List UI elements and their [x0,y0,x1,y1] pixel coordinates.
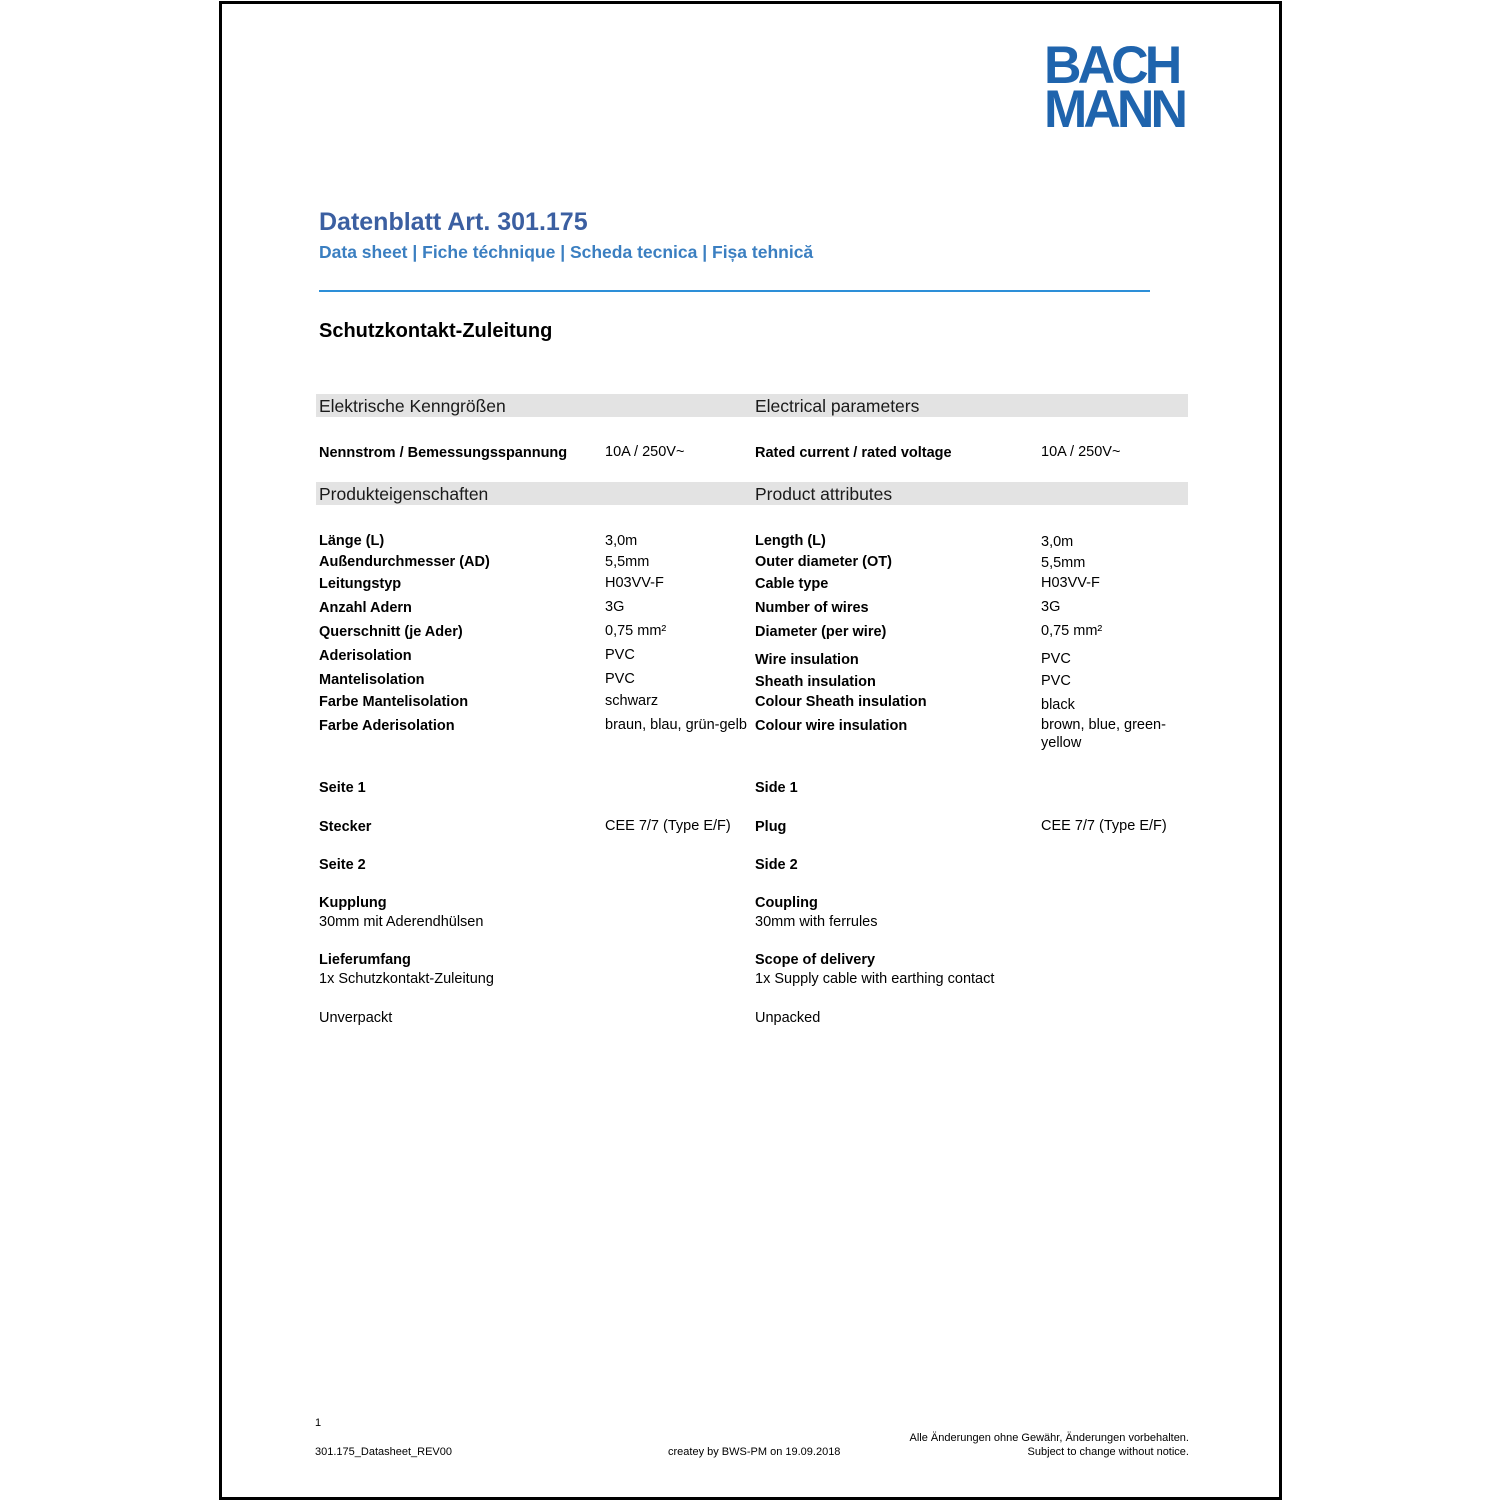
attribute-label-en: Colour wire insulation [755,718,908,734]
attribute-label-de: Außendurchmesser (AD) [319,554,490,570]
plug-value-en: CEE 7/7 (Type E/F) [1041,818,1167,834]
packing-en: Unpacked [755,1010,821,1026]
delivery-value-en: 1x Supply cable with earthing contact [755,971,995,987]
attribute-label-de: Anzahl Adern [319,600,412,616]
attribute-label-en: Number of wires [755,600,869,616]
section-band-electrical [316,394,1188,417]
attribute-label-en: Wire insulation [755,652,859,668]
page-number: 1 [315,1417,322,1429]
rated-label-de: Nennstrom / Bemessungsspannung [319,445,568,461]
attribute-label-en: Colour Sheath insulation [755,694,927,710]
attribute-label-en: Diameter (per wire) [755,624,887,640]
logo-line-1: BACH [1044,36,1179,95]
product-name: Schutzkontakt-Zuleitung [319,320,553,342]
attribute-label-de: Leitungstyp [319,576,402,592]
section-heading-en: Product attributes [755,484,893,504]
attribute-label-de: Aderisolation [319,648,412,664]
rated-value-en: 10A / 250V~ [1041,444,1121,460]
attribute-label-de: Querschnitt (je Ader) [319,624,463,640]
attribute-value-en: black [1041,697,1075,713]
attribute-value-de: PVC [605,647,635,663]
logo-line-2: MANN [1044,80,1185,139]
attribute-label-de: Mantelisolation [319,672,425,688]
attribute-label-en: Outer diameter (OT) [755,554,892,570]
delivery-label-de: Lieferumfang [319,952,411,968]
side1-heading-de: Seite 1 [319,780,366,796]
attribute-value-en: PVC [1041,673,1071,689]
coupling-value-de: 30mm mit Aderendhülsen [319,914,484,930]
attribute-value-en: 5,5mm [1041,555,1086,571]
attribute-value-en: H03VV-F [1041,575,1100,591]
side2-heading-en: Side 2 [755,857,798,873]
attribute-label-de: Länge (L) [319,533,385,549]
plug-value-de: CEE 7/7 (Type E/F) [605,818,731,834]
document-subtitle: Data sheet | Fiche téchnique | Scheda tecnica | Fișa tehnică [319,242,814,262]
section-heading-en: Electrical parameters [755,396,920,416]
attribute-value-en: brown, blue, green- [1041,717,1166,733]
plug-label-en: Plug [755,819,787,835]
attribute-value-en: PVC [1041,651,1071,667]
section-band-attributes [316,482,1188,505]
delivery-value-de: 1x Schutzkontakt-Zuleitung [319,971,494,987]
packing-de: Unverpackt [319,1010,393,1026]
side1-heading-en: Side 1 [755,780,798,796]
disclaimer-de: Alle Änderungen ohne Gewähr, Änderungen vorbehalten. [909,1432,1189,1444]
created-info: createy by BWS-PM on 19.09.2018 [668,1446,841,1458]
attribute-value-en: 3,0m [1041,534,1074,550]
attribute-value-en: 3G [1041,599,1061,615]
attribute-label-de: Farbe Mantelisolation [319,694,469,710]
attribute-value-de: 5,5mm [605,554,650,570]
attribute-label-en: Sheath insulation [755,674,876,690]
attribute-value-de: 3,0m [605,533,638,549]
rated-label-en: Rated current / rated voltage [755,445,952,461]
attribute-value-de: PVC [605,671,635,687]
section-heading-de: Produkteigenschaften [319,484,489,504]
attribute-label-en: Cable type [755,576,829,592]
attribute-value-de: braun, blau, grün-gelb [605,717,747,733]
section-heading-de: Elektrische Kenngrößen [319,396,506,416]
side2-heading-de: Seite 2 [319,857,366,873]
attribute-value-de: 0,75 mm² [605,623,667,639]
coupling-label-en: Coupling [755,895,818,911]
disclaimer-en: Subject to change without notice. [1027,1446,1189,1458]
plug-label-de: Stecker [319,819,372,835]
bachmann-logo [1044,36,1192,139]
datasheet-page [219,1,1282,1500]
attribute-value-en-continued: yellow [1041,735,1082,751]
attribute-label-de: Farbe Aderisolation [319,718,455,734]
document-id: 301.175_Datasheet_REV00 [315,1446,452,1458]
document-title: Datenblatt Art. 301.175 [319,208,588,236]
delivery-label-en: Scope of delivery [755,952,876,968]
coupling-value-en: 30mm with ferrules [755,914,878,930]
attribute-value-de: schwarz [605,693,659,709]
attribute-label-en: Length (L) [755,533,826,549]
attribute-value-de: 3G [605,599,625,615]
header-divider [319,290,1150,292]
attribute-value-de: H03VV-F [605,575,664,591]
rated-value-de: 10A / 250V~ [605,444,685,460]
coupling-label-de: Kupplung [319,895,387,911]
attribute-value-en: 0,75 mm² [1041,623,1103,639]
